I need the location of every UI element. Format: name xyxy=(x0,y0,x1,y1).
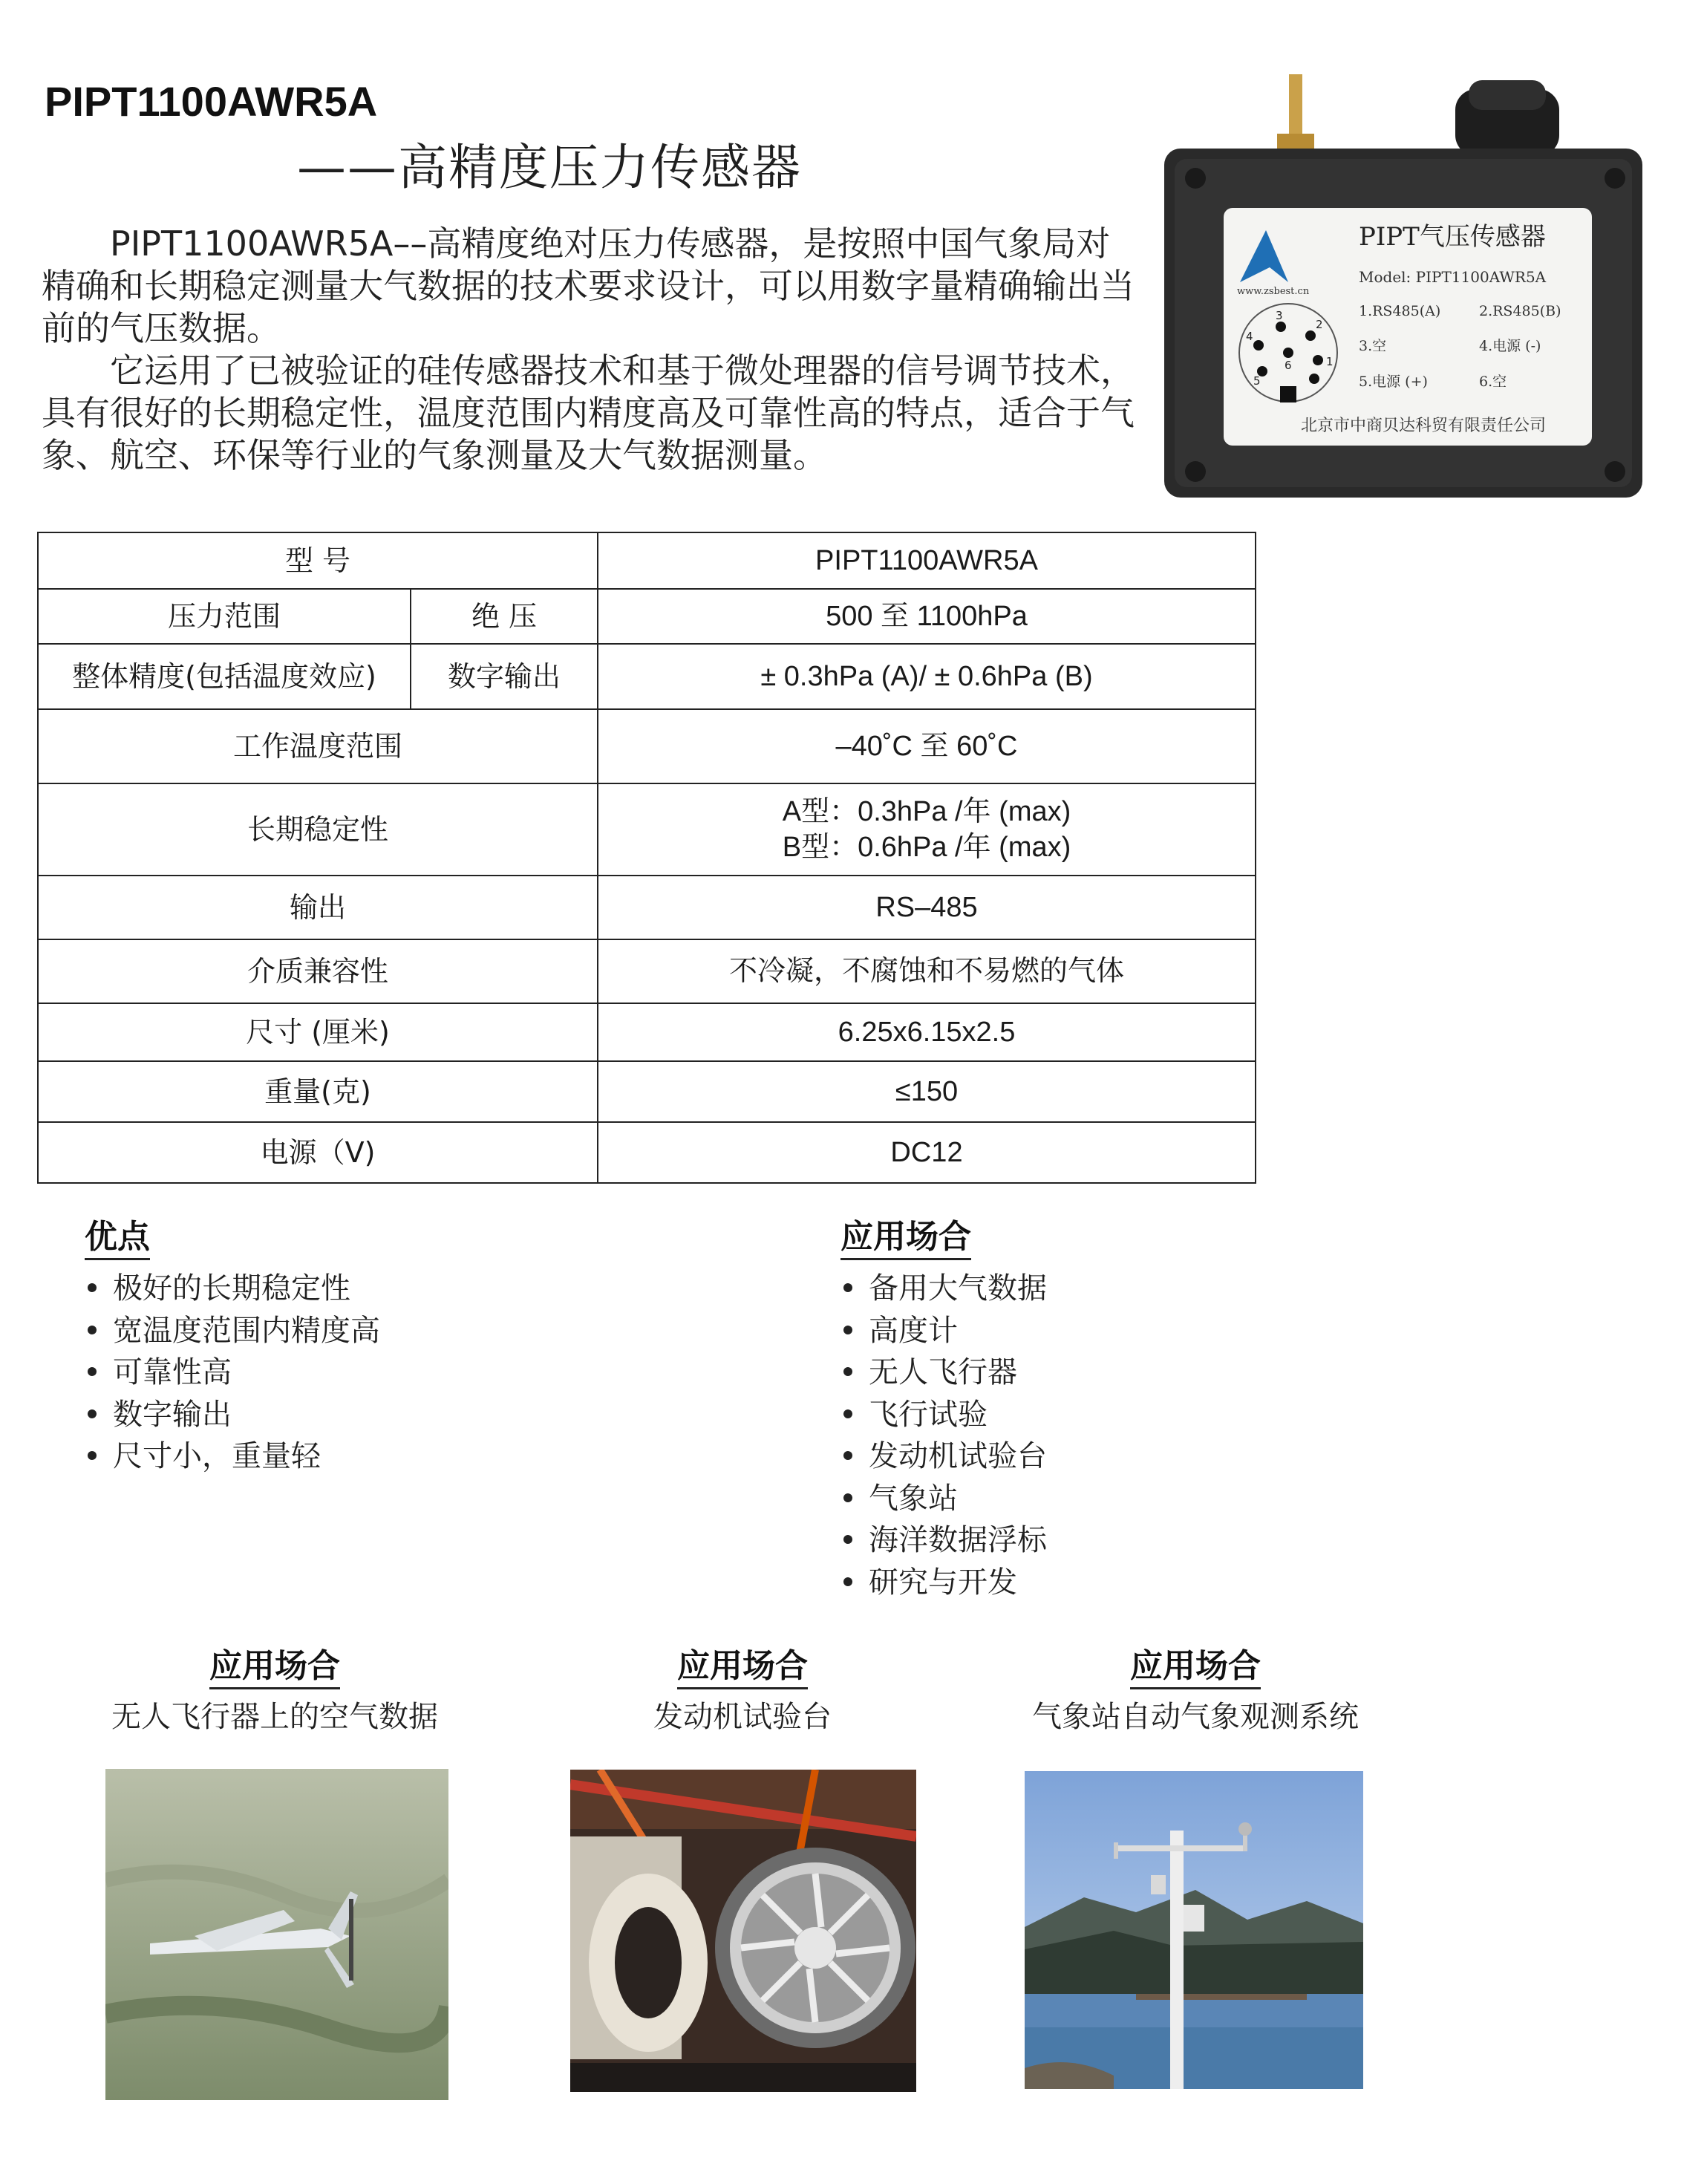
cell-label: 重量(克) xyxy=(38,1061,598,1122)
cell-label: 型 号 xyxy=(38,532,598,589)
app-card-weather xyxy=(1002,1647,1388,1735)
table-row xyxy=(38,644,1256,709)
pin-number: 3 xyxy=(1276,309,1283,322)
pin-dot xyxy=(1283,348,1293,358)
pin-number: 2 xyxy=(1316,318,1323,331)
label-url: www.zsbest.cn xyxy=(1237,286,1310,297)
pin-number: 5 xyxy=(1253,374,1261,388)
list-item: 数字输出 xyxy=(85,1394,380,1436)
list-item: 飞行试验 xyxy=(840,1394,1047,1436)
pin-dot xyxy=(1253,340,1264,351)
stability-b: B型：0.6hPa /年 (max) xyxy=(782,832,1071,863)
label-model: Model: PIPT1100AWR5A xyxy=(1359,268,1547,286)
list-item: 无人飞行器 xyxy=(840,1352,1047,1394)
app-card-uav xyxy=(89,1647,460,1735)
cell-label: 长期稳定性 xyxy=(38,783,598,876)
pin-dot xyxy=(1305,330,1316,341)
list-item: 高度计 xyxy=(840,1310,1047,1352)
card-caption: 无人飞行器上的空气数据 xyxy=(111,1700,438,1734)
card-title: 应用场合 xyxy=(209,1647,340,1689)
list-item: 海洋数据浮标 xyxy=(840,1519,1047,1562)
list-item: 可靠性高 xyxy=(85,1352,380,1394)
cell-label: 输出 xyxy=(38,876,598,939)
table-row xyxy=(38,1122,1256,1183)
screw-icon xyxy=(1605,168,1625,189)
list-item: 研究与开发 xyxy=(840,1562,1047,1604)
engine-photo xyxy=(570,1770,916,2092)
intro-paragraph-2: 它运用了已被验证的硅传感器技术和基于微处理器的信号调节技术，具有很好的长期稳定性，温度范围内精度高及可靠性高的特点，适合于气象、航空、环保等行业的气象测量及大气数据测量。 xyxy=(42,351,1135,475)
label-pin-1: 1.RS485(A) xyxy=(1359,303,1441,319)
cell-value: 不冷凝，不腐蚀和不易燃的气体 xyxy=(598,939,1256,1003)
applications-section xyxy=(840,1218,1047,1603)
applications-title: 应用场合 xyxy=(840,1218,971,1260)
list-item: 发动机试验台 xyxy=(840,1435,1047,1478)
label-pin-4: 4.电源 (-) xyxy=(1479,338,1541,354)
table-row xyxy=(38,783,1256,876)
cell-label: 整体精度(包括温度效应) xyxy=(38,644,411,709)
card-caption: 气象站自动气象观测系统 xyxy=(1032,1700,1359,1734)
cell-value: –40˚C 至 60˚C xyxy=(598,709,1256,783)
intro-paragraph-1: PIPT1100AWR5A––高精度绝对压力传感器，是按照中国气象局对精确和长期稳定测量大气数据的技术要求设计，可以用数字量精确输出当前的气压数据。 xyxy=(42,224,1135,348)
bullet-icon xyxy=(843,1493,852,1502)
pin-dot xyxy=(1313,355,1323,365)
cell-value: DC12 xyxy=(598,1122,1256,1183)
cell-value: 6.25x6.15x2.5 xyxy=(598,1003,1256,1061)
table-row xyxy=(38,532,1256,589)
cell-label: 压力范围 xyxy=(38,589,411,644)
app-card-engine xyxy=(564,1647,921,1735)
list-item: 尺寸小，重量轻 xyxy=(85,1435,380,1478)
pin-number: 1 xyxy=(1326,355,1334,368)
list-item: 气象站 xyxy=(840,1478,1047,1520)
cell-value: ± 0.3hPa (A)/ ± 0.6hPa (B) xyxy=(598,644,1256,709)
bullet-icon xyxy=(88,1326,97,1334)
intro-text xyxy=(42,223,1140,477)
list-item: 宽温度范围内精度高 xyxy=(85,1310,380,1352)
pin-number: 6 xyxy=(1285,359,1292,372)
bullet-icon xyxy=(843,1451,852,1460)
table-row xyxy=(38,939,1256,1003)
bullet-icon xyxy=(88,1367,97,1376)
cell-value: RS–485 xyxy=(598,876,1256,939)
cell-sublabel: 数字输出 xyxy=(411,644,598,709)
product-photo xyxy=(1158,67,1648,505)
spec-table xyxy=(37,532,1256,1184)
screw-icon xyxy=(1185,461,1206,482)
list-item: 极好的长期稳定性 xyxy=(85,1268,380,1310)
cell-sublabel: 绝 压 xyxy=(411,589,598,644)
cell-label: 介质兼容性 xyxy=(38,939,598,1003)
pin-number: 4 xyxy=(1246,330,1253,343)
bullet-icon xyxy=(843,1367,852,1376)
applications-list xyxy=(840,1268,1047,1603)
bullet-icon xyxy=(843,1283,852,1292)
list-item: 备用大气数据 xyxy=(840,1268,1047,1310)
bullet-icon xyxy=(88,1451,97,1460)
label-pin-5: 5.电源 (+) xyxy=(1359,374,1428,390)
label-pin-6: 6.空 xyxy=(1479,374,1507,390)
bullet-icon xyxy=(88,1283,97,1292)
bullet-icon xyxy=(843,1326,852,1334)
label-company: 北京市中商贝达科贸有限责任公司 xyxy=(1301,417,1547,435)
uav-photo xyxy=(105,1769,448,2100)
card-caption: 发动机试验台 xyxy=(653,1700,832,1734)
table-row xyxy=(38,1003,1256,1061)
table-row xyxy=(38,1061,1256,1122)
advantages-section xyxy=(85,1218,380,1478)
pin-key xyxy=(1280,386,1296,402)
table-row xyxy=(38,876,1256,939)
label-pin-3: 3.空 xyxy=(1359,338,1387,354)
connector-cap xyxy=(1469,80,1546,110)
table-row xyxy=(38,589,1256,644)
bullet-icon xyxy=(843,1409,852,1418)
bullet-icon xyxy=(843,1577,852,1586)
cell-label: 尺寸 (厘米) xyxy=(38,1003,598,1061)
cell-value: ≤150 xyxy=(598,1061,1256,1122)
pin-dot xyxy=(1309,374,1319,384)
brass-nozzle xyxy=(1289,74,1302,134)
screw-icon xyxy=(1185,168,1206,189)
cell-value: PIPT1100AWR5A xyxy=(598,532,1256,589)
model-title: PIPT1100AWR5A xyxy=(45,78,378,125)
advantages-list xyxy=(85,1268,380,1478)
card-title: 应用场合 xyxy=(677,1647,808,1689)
advantages-title: 优点 xyxy=(85,1218,150,1260)
turbine-fan-icon xyxy=(715,1848,915,2048)
bullet-icon xyxy=(843,1535,852,1544)
cell-value: 500 至 1100hPa xyxy=(598,589,1256,644)
table-row xyxy=(38,709,1256,783)
cell-label: 电源（V) xyxy=(38,1122,598,1183)
label-pin-2: 2.RS485(B) xyxy=(1479,303,1561,319)
cell-label: 工作温度范围 xyxy=(38,709,598,783)
page-subtitle: ——高精度压力传感器 xyxy=(297,139,802,196)
pin-dot xyxy=(1276,322,1286,332)
cell-value xyxy=(598,783,1256,876)
bullet-icon xyxy=(88,1409,97,1418)
stability-a: A型：0.3hPa /年 (max) xyxy=(782,796,1071,827)
label-title: PIPT气压传感器 xyxy=(1359,222,1546,252)
card-title: 应用场合 xyxy=(1130,1647,1261,1689)
screw-icon xyxy=(1605,461,1625,482)
weather-station-photo xyxy=(1025,1771,1363,2089)
